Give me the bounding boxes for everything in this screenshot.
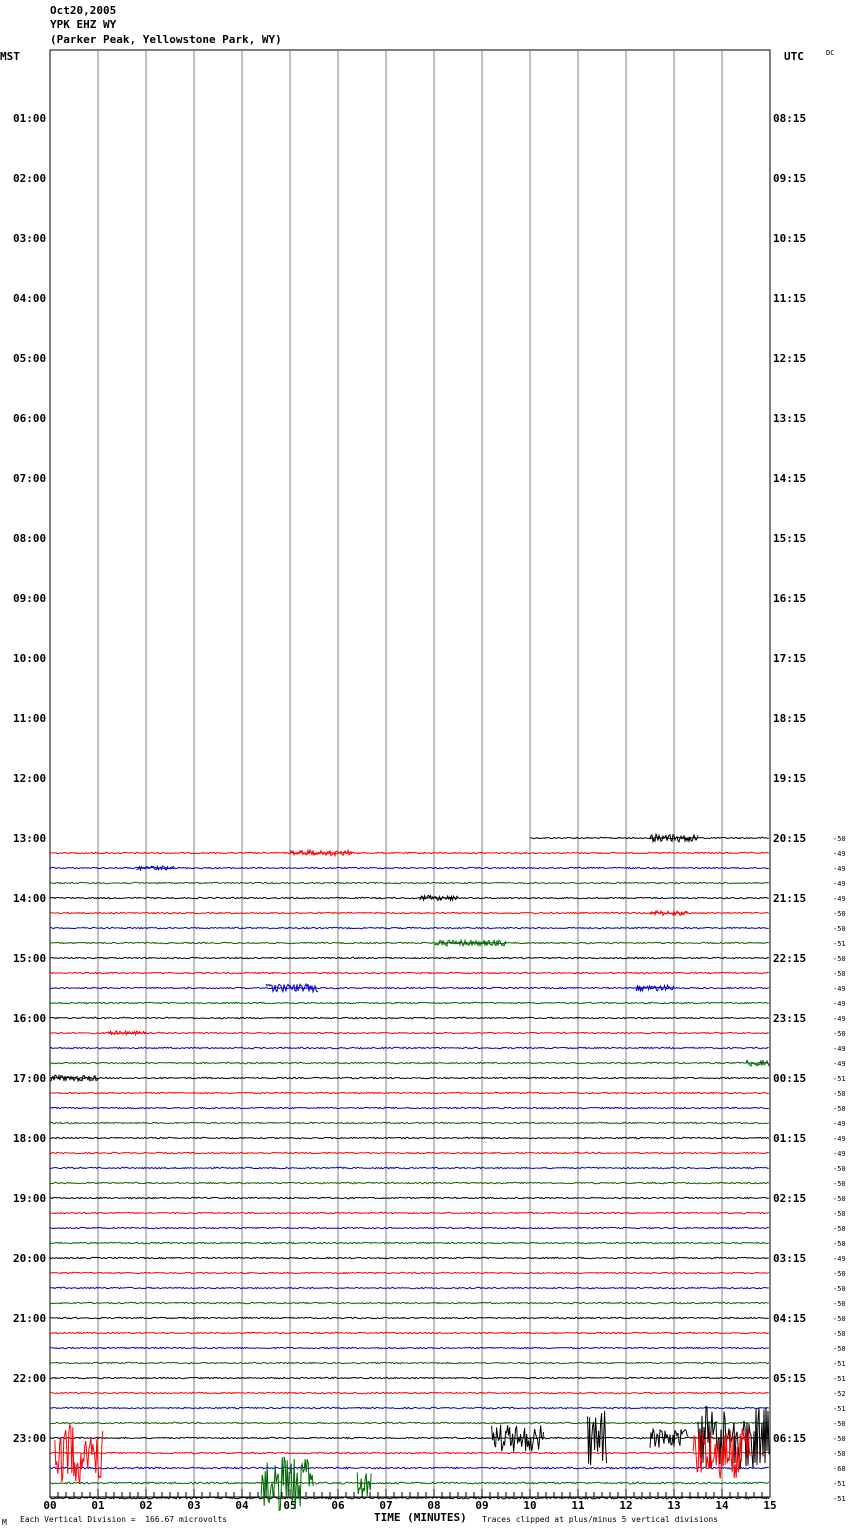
x-tick-label: 10 xyxy=(523,1499,537,1512)
dc-offset-label: -49 xyxy=(833,1045,846,1053)
footer-mark: M xyxy=(2,1518,7,1527)
dc-offset-label: -50 xyxy=(833,1315,846,1323)
x-tick-label: 00 xyxy=(43,1499,57,1512)
event-burst xyxy=(588,1411,607,1465)
dc-offset-label: -49 xyxy=(833,895,846,903)
dc-offset-label: -68 xyxy=(833,1465,846,1473)
dc-offset-label: -51 xyxy=(833,940,846,948)
mst-hour-label: 03:00 xyxy=(13,232,47,245)
trace-black xyxy=(530,837,769,838)
dc-offset-label: -50 xyxy=(833,1180,846,1188)
trace-black xyxy=(50,1197,769,1198)
dc-offset-label: -50 xyxy=(833,1345,846,1353)
x-tick-label: 06 xyxy=(331,1499,345,1512)
left-axis-title: MST xyxy=(0,50,20,63)
dc-offset-label: -50 xyxy=(833,1225,846,1233)
trace-green xyxy=(50,1062,769,1063)
trace-green xyxy=(50,1302,769,1303)
dc-offset-label: -50 xyxy=(833,1030,846,1038)
mst-hour-label: 22:00 xyxy=(13,1372,47,1385)
mst-hour-label: 19:00 xyxy=(13,1192,47,1205)
trace-black xyxy=(50,1317,769,1318)
trace-red xyxy=(50,1332,769,1333)
dc-offset-label: -50 xyxy=(833,1105,846,1113)
dc-label: DC xyxy=(826,49,835,57)
mst-hour-label: 04:00 xyxy=(13,292,47,305)
x-axis-label: TIME (MINUTES) xyxy=(374,1511,467,1524)
dc-offset-label: -51 xyxy=(833,1480,846,1488)
trace-red xyxy=(50,852,769,853)
dc-offset-label: -50 xyxy=(833,910,846,918)
dc-offset-label: -51 xyxy=(833,1360,846,1368)
dc-offset-label: -50 xyxy=(833,1270,846,1278)
utc-hour-label: 14:15 xyxy=(773,472,807,485)
x-tick-label: 11 xyxy=(571,1499,585,1512)
utc-hour-label: 06:15 xyxy=(773,1432,807,1445)
trace-green xyxy=(50,1122,769,1123)
dc-offset-label: -51 xyxy=(833,1495,846,1503)
mst-hour-label: 09:00 xyxy=(13,592,47,605)
utc-hour-label: 00:15 xyxy=(773,1072,807,1085)
dc-offset-label: -52 xyxy=(833,1390,846,1398)
x-tick-label: 03 xyxy=(187,1499,201,1512)
trace-blue xyxy=(50,927,769,928)
dc-offset-label: -50 xyxy=(833,970,846,978)
utc-hour-label: 19:15 xyxy=(773,772,807,785)
dc-offset-label: -49 xyxy=(833,1120,846,1128)
trace-blue xyxy=(50,1167,769,1168)
utc-hour-label: 22:15 xyxy=(773,952,807,965)
trace-black xyxy=(50,1377,769,1378)
x-tick-label: 02 xyxy=(139,1499,153,1512)
trace-blue xyxy=(50,1347,769,1348)
event-burst xyxy=(650,911,688,916)
dc-offset-label: -50 xyxy=(833,955,846,963)
x-tick-label: 04 xyxy=(235,1499,249,1512)
mst-hour-label: 02:00 xyxy=(13,172,47,185)
event-burst xyxy=(357,1472,371,1496)
x-tick-label: 09 xyxy=(475,1499,489,1512)
utc-hour-label: 10:15 xyxy=(773,232,807,245)
dc-offset-label: -49 xyxy=(833,880,846,888)
x-tick-label: 15 xyxy=(763,1499,777,1512)
dc-offset-label: -50 xyxy=(833,1300,846,1308)
trace-blue xyxy=(50,1227,769,1228)
x-tick-label: 12 xyxy=(619,1499,633,1512)
dc-offset-label: -50 xyxy=(833,1435,846,1443)
utc-hour-label: 08:15 xyxy=(773,112,807,125)
mst-hour-label: 07:00 xyxy=(13,472,47,485)
x-tick-label: 13 xyxy=(667,1499,681,1512)
trace-green xyxy=(50,942,769,943)
mst-hour-label: 16:00 xyxy=(13,1012,47,1025)
trace-green xyxy=(50,1362,769,1363)
mst-hour-label: 21:00 xyxy=(13,1312,47,1325)
trace-black xyxy=(50,1497,769,1499)
dc-offset-label: -51 xyxy=(833,1375,846,1383)
trace-green xyxy=(50,882,769,883)
utc-hour-label: 18:15 xyxy=(773,712,807,725)
trace-blue xyxy=(50,1467,769,1469)
utc-hour-label: 15:15 xyxy=(773,532,807,545)
trace-red xyxy=(50,1392,769,1393)
mst-hour-label: 14:00 xyxy=(13,892,47,905)
footer-clip-note: Traces clipped at plus/minus 5 vertical divisions xyxy=(482,1515,719,1524)
mst-hour-label: 12:00 xyxy=(13,772,47,785)
trace-red xyxy=(50,1212,769,1213)
trace-black xyxy=(50,897,769,898)
utc-hour-label: 13:15 xyxy=(773,412,807,425)
trace-blue xyxy=(50,1287,769,1288)
dc-offset-label: -49 xyxy=(833,1255,846,1263)
trace-red xyxy=(50,1452,769,1453)
dc-offset-label: -50 xyxy=(833,835,846,843)
trace-red xyxy=(50,1092,769,1093)
utc-hour-label: 02:15 xyxy=(773,1192,807,1205)
mst-hour-label: 18:00 xyxy=(13,1132,47,1145)
utc-hour-label: 16:15 xyxy=(773,592,807,605)
mst-hour-label: 23:00 xyxy=(13,1432,47,1445)
trace-red xyxy=(50,972,769,973)
mst-hour-label: 05:00 xyxy=(13,352,47,365)
trace-black xyxy=(50,1017,769,1018)
dc-offset-label: -49 xyxy=(833,865,846,873)
dc-offset-label: -50 xyxy=(833,1210,846,1218)
header-date: Oct20,2005 xyxy=(50,4,117,17)
mst-hour-label: 06:00 xyxy=(13,412,47,425)
dc-offset-label: -49 xyxy=(833,1015,846,1023)
footer-scale: Each Vertical Division = 166.67 microvolts xyxy=(20,1515,228,1524)
trace-green xyxy=(50,1242,769,1243)
mst-hour-label: 20:00 xyxy=(13,1252,47,1265)
dc-offset-label: -50 xyxy=(833,1090,846,1098)
x-tick-label: 05 xyxy=(283,1499,297,1512)
dc-offset-label: -50 xyxy=(833,1450,846,1458)
trace-black xyxy=(50,1077,769,1078)
trace-blue xyxy=(50,1407,769,1408)
trace-green xyxy=(50,1422,769,1423)
utc-hour-label: 05:15 xyxy=(773,1372,807,1385)
utc-hour-label: 12:15 xyxy=(773,352,807,365)
dc-offset-label: -51 xyxy=(833,1075,846,1083)
mst-hour-label: 01:00 xyxy=(13,112,47,125)
utc-hour-label: 20:15 xyxy=(773,832,807,845)
utc-hour-label: 01:15 xyxy=(773,1132,807,1145)
x-tick-label: 01 xyxy=(91,1499,105,1512)
mst-hour-label: 08:00 xyxy=(13,532,47,545)
trace-red xyxy=(50,1152,769,1153)
trace-green xyxy=(50,1002,769,1003)
trace-green xyxy=(50,1182,769,1183)
header-station: YPK EHZ WY xyxy=(50,18,117,31)
trace-green xyxy=(50,1482,769,1484)
dc-offset-label: -49 xyxy=(833,1000,846,1008)
event-burst xyxy=(108,1031,146,1035)
utc-hour-label: 09:15 xyxy=(773,172,807,185)
trace-black xyxy=(50,1137,769,1138)
mst-hour-label: 15:00 xyxy=(13,952,47,965)
dc-offset-label: -50 xyxy=(833,925,846,933)
dc-offset-label: -49 xyxy=(833,1135,846,1143)
mst-hour-label: 17:00 xyxy=(13,1072,47,1085)
mst-hour-label: 10:00 xyxy=(13,652,47,665)
utc-hour-label: 04:15 xyxy=(773,1312,807,1325)
trace-black xyxy=(50,1257,769,1258)
dc-offset-label: -51 xyxy=(833,1405,846,1413)
x-tick-label: 14 xyxy=(715,1499,729,1512)
utc-hour-label: 23:15 xyxy=(773,1012,807,1025)
header-location: (Parker Peak, Yellowstone Park, WY) xyxy=(50,33,282,46)
trace-black xyxy=(50,1437,769,1438)
mst-hour-label: 13:00 xyxy=(13,832,47,845)
dc-offset-label: -50 xyxy=(833,1165,846,1173)
event-burst xyxy=(55,1425,103,1483)
utc-hour-label: 11:15 xyxy=(773,292,807,305)
dc-offset-label: -50 xyxy=(833,1195,846,1203)
utc-hour-label: 03:15 xyxy=(773,1252,807,1265)
dc-offset-label: -49 xyxy=(833,985,846,993)
dc-offset-label: -50 xyxy=(833,1240,846,1248)
trace-red xyxy=(50,1032,769,1033)
utc-hour-label: 17:15 xyxy=(773,652,807,665)
dc-offset-label: -49 xyxy=(833,1150,846,1158)
utc-hour-label: 21:15 xyxy=(773,892,807,905)
trace-red xyxy=(50,1272,769,1273)
mst-hour-label: 11:00 xyxy=(13,712,47,725)
dc-offset-label: -50 xyxy=(833,1285,846,1293)
x-tick-label: 08 xyxy=(427,1499,441,1512)
dc-offset-label: -49 xyxy=(833,850,846,858)
trace-blue xyxy=(50,1047,769,1048)
right-axis-title: UTC xyxy=(784,50,804,63)
x-tick-label: 07 xyxy=(379,1499,393,1512)
dc-offset-label: -50 xyxy=(833,1330,846,1338)
dc-offset-label: -49 xyxy=(833,1060,846,1068)
trace-black xyxy=(50,957,769,958)
dc-offset-label: -50 xyxy=(833,1420,846,1428)
plot-frame xyxy=(50,50,770,1497)
trace-blue xyxy=(50,1107,769,1108)
